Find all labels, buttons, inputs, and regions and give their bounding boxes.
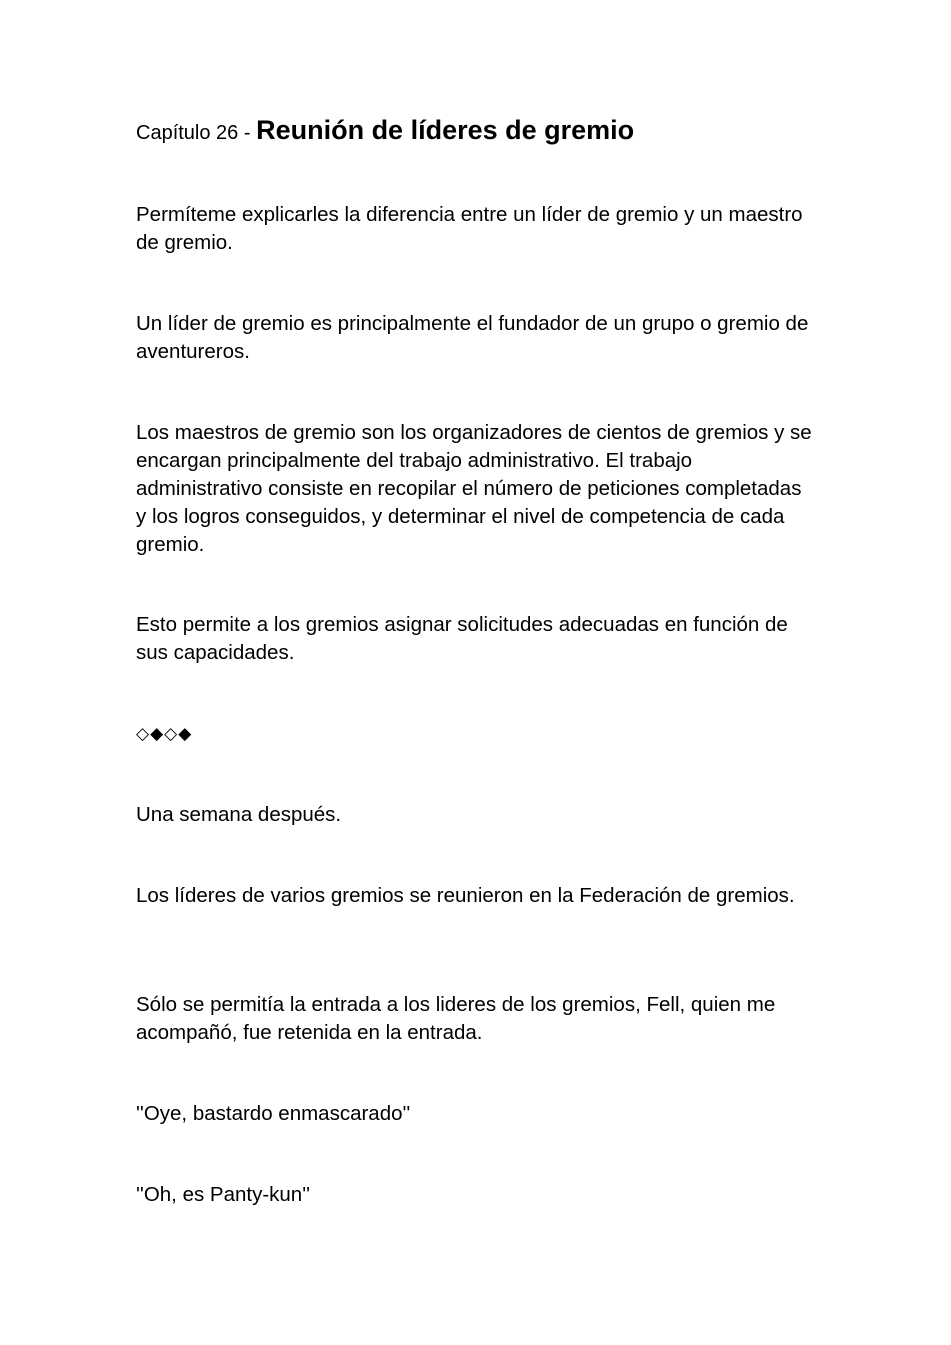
paragraph-6: Los líderes de varios gremios se reunieron en la Federación de gremios. <box>136 884 795 907</box>
chapter-title: Reunión de líderes de gremio <box>256 115 635 145</box>
paragraph-4: Esto permite a los gremios asignar solicitudes adecuadas en función de sus capacidades. <box>136 613 788 664</box>
paragraph-2: Un líder de gremio es principalmente el fundador de un grupo o gremio de aventureros. <box>136 312 809 363</box>
paragraph-1: Permíteme explicarles la diferencia entre un líder de gremio y un maestro de gremio. <box>136 203 803 254</box>
scene-separator: ◇◆◇◆ <box>136 724 193 743</box>
dialogue-line-2: ''Oh, es Panty-kun'' <box>136 1183 311 1206</box>
chapter-number: Capítulo 26 - <box>136 122 257 144</box>
paragraph-3: Los maestros de gremio son los organizadores de cientos de gremios y se encargan principalmente del trabajo administrativo. El trabajo administrativo consiste en recopilar el número de peticiones completadas y los logros conseguidos, y determinar el nivel de competencia de cada gremio. <box>136 421 812 556</box>
chapter-heading <box>136 114 634 151</box>
dialogue-line-1: ''Oye, bastardo enmascarado'' <box>136 1102 411 1125</box>
paragraph-5: Una semana después. <box>136 803 342 826</box>
paragraph-7: Sólo se permitía la entrada a los lideres de los gremios, Fell, quien me acompañó, fue retenida en la entrada. <box>136 993 776 1044</box>
